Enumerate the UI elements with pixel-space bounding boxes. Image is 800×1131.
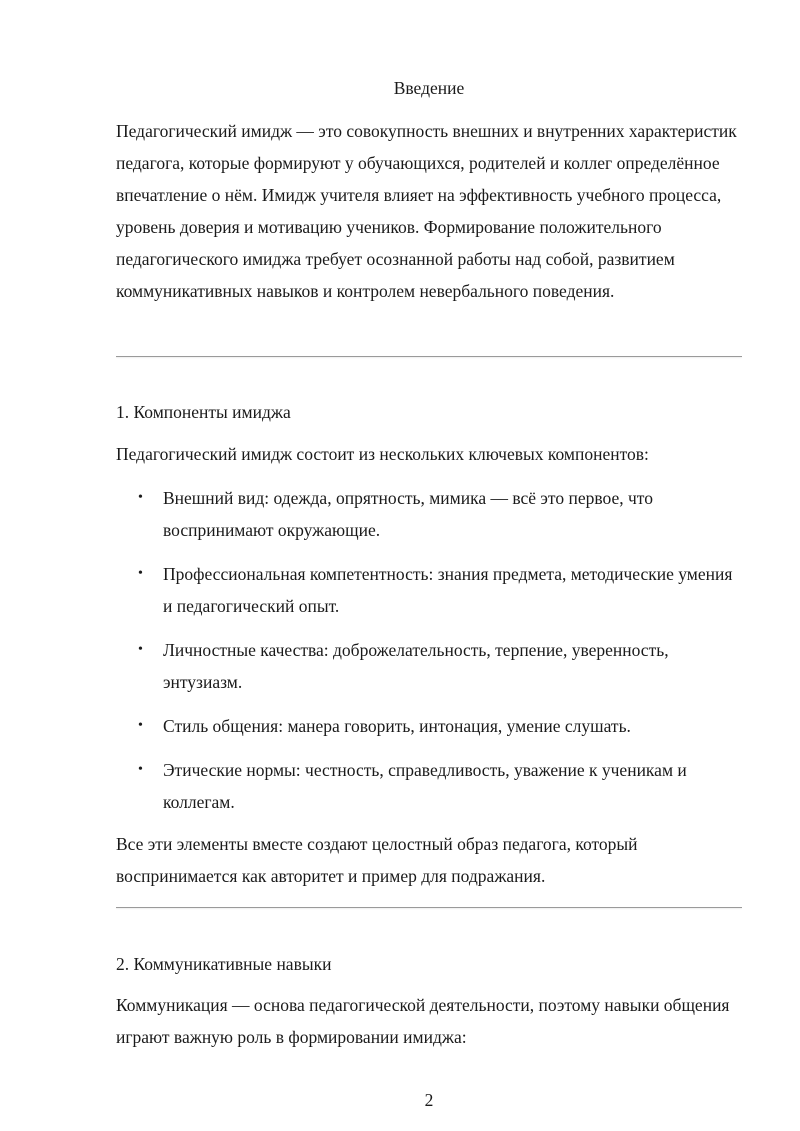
list-item — [116, 482, 746, 546]
list-item-text: Личностные качества: доброжелательность, терпение, уверенность, энтузиазм. — [163, 640, 669, 692]
section1-conclusion: Все эти элементы вместе создают целостный образ педагога, который воспринимается как авторитет и пример для подражания. — [116, 834, 638, 886]
intro-paragraph: Педагогический имидж — это совокупность внешних и внутренних характеристик педагога, которые формируют у обучающихся, родителей и коллег определённое впечатление о нём. Имидж учителя влияет на эффективность учебного процесса, уровень доверия и мотивацию учеников. Формирование положительного педагогического имиджа требует осознанной работы над собой, развитием коммуникативных навыков и контролем невербального поведения. — [116, 121, 737, 301]
bullet-icon: • — [138, 762, 143, 777]
list-item-text: Внешний вид: одежда, опрятность, мимика — всё это первое, что воспринимают окружающие. — [163, 488, 653, 540]
bullet-icon: • — [138, 490, 143, 505]
section-divider — [116, 356, 742, 357]
section2-heading: 2. Коммуникативные навыки — [116, 954, 332, 974]
list-item — [116, 754, 746, 818]
intro-title: Введение — [393, 78, 465, 98]
bullet-icon: • — [138, 642, 143, 657]
list-item — [116, 710, 746, 742]
section1-heading: 1. Компоненты имиджа — [116, 402, 291, 422]
list-item-text: Профессиональная компетентность: знания предмета, методические умения и педагогический опыт. — [163, 564, 733, 616]
section1-lead: Педагогический имидж состоит из нескольких ключевых компонентов: — [116, 444, 649, 464]
components-list — [116, 482, 746, 830]
list-item — [116, 634, 746, 698]
bullet-icon: • — [138, 566, 143, 581]
section-divider — [116, 907, 742, 908]
list-item — [116, 558, 746, 622]
bullet-icon: • — [138, 718, 143, 733]
list-item-text: Этические нормы: честность, справедливость, уважение к ученикам и коллегам. — [163, 760, 687, 812]
section2-paragraph: Коммуникация — основа педагогической деятельности, поэтому навыки общения играют важную роль в формировании имиджа: — [116, 995, 730, 1047]
list-item-text: Стиль общения: манера говорить, интонация, умение слушать. — [163, 716, 631, 736]
page-number: 2 — [424, 1090, 434, 1110]
